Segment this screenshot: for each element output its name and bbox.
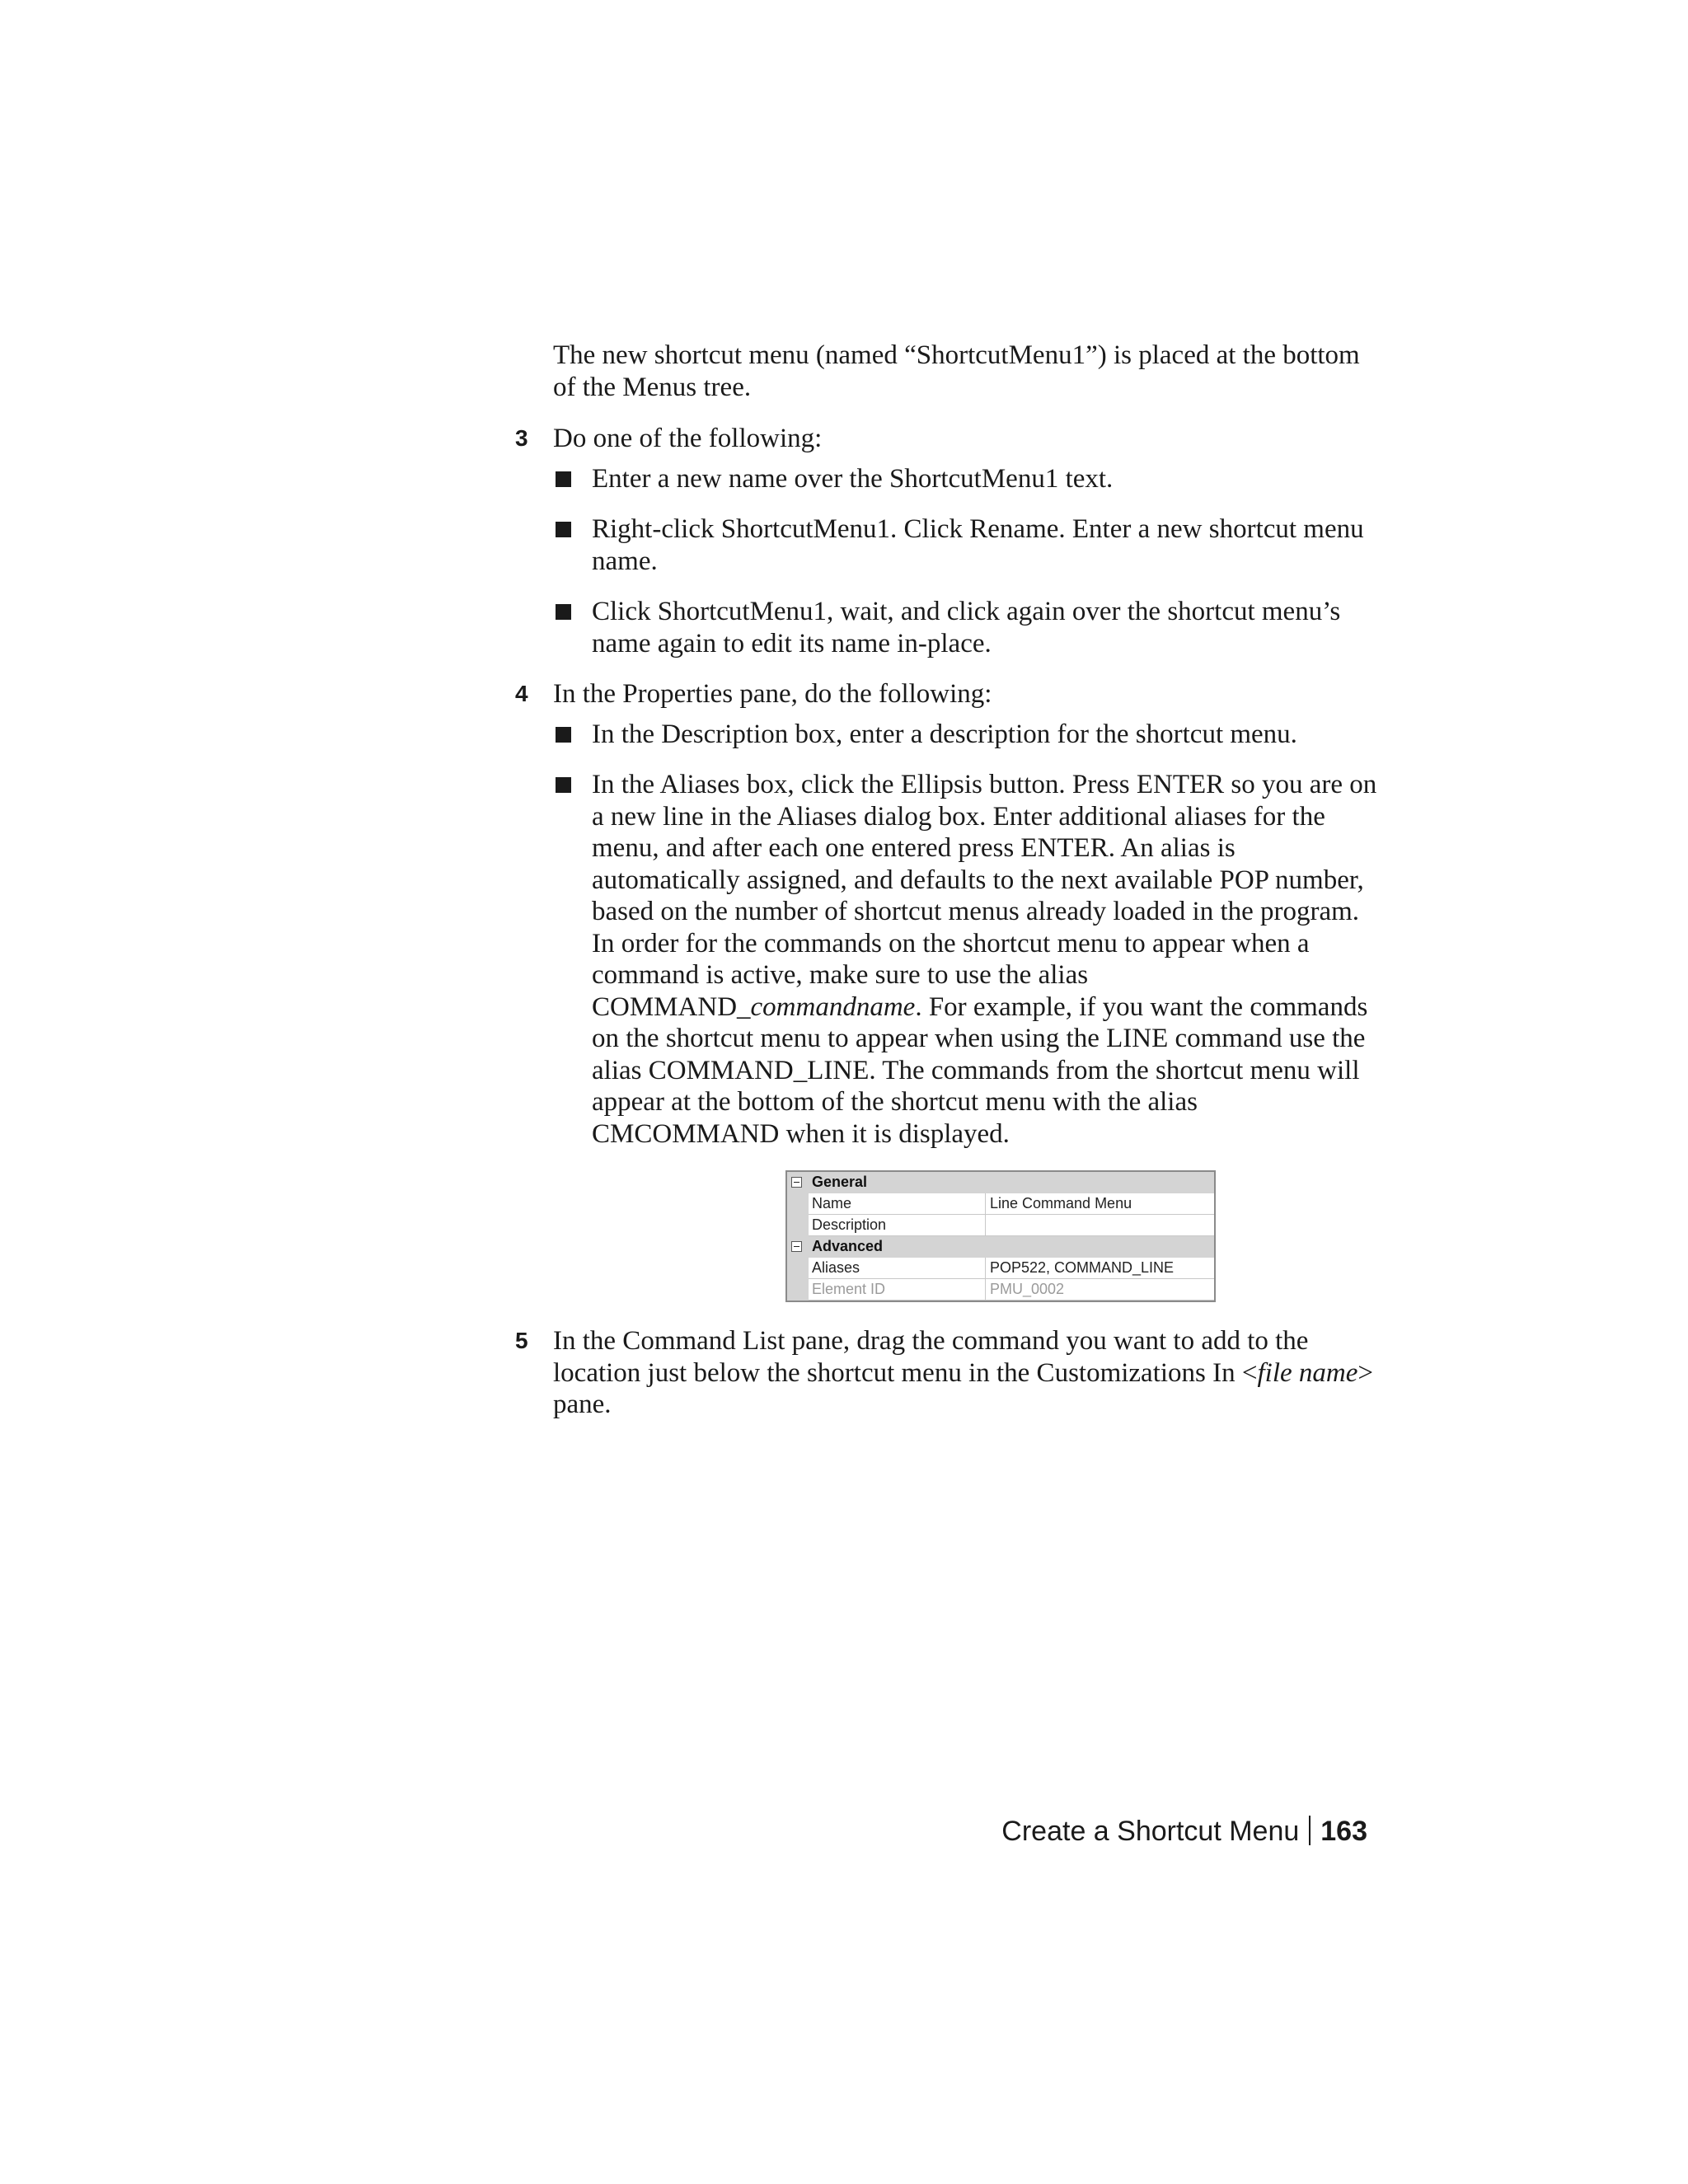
list-item bbox=[553, 513, 1381, 577]
bullet-list bbox=[553, 463, 1381, 660]
list-item bbox=[553, 463, 1381, 495]
category-row-advanced bbox=[787, 1236, 1214, 1258]
property-row-element-id bbox=[787, 1279, 1214, 1301]
page-footer bbox=[1001, 1816, 1367, 1848]
property-value: POP522, COMMAND_LINE bbox=[986, 1258, 1214, 1279]
bullet-list bbox=[553, 719, 1381, 1151]
step-3 bbox=[515, 423, 1381, 659]
section-title: Create a Shortcut Menu bbox=[1001, 1816, 1300, 1847]
step-5 bbox=[515, 1325, 1381, 1421]
category-row-general bbox=[787, 1172, 1214, 1193]
bullet-square-icon bbox=[556, 522, 571, 537]
footer-divider bbox=[1309, 1816, 1311, 1845]
bullet-text-part: . For example, if you want the commands on the shortcut menu to appear when using the LINE command use the alias COMMAND_LINE. The commands from the shortcut menu will appear at the bottom of the shortcut menu with the alias CMCOMMAND when it is displayed. bbox=[592, 991, 1368, 1149]
italic-placeholder: file name bbox=[1257, 1357, 1358, 1388]
category-label: Advanced bbox=[812, 1238, 884, 1254]
list-item bbox=[553, 596, 1381, 659]
bullet-text-part: In the Aliases box, click the Ellipsis button. Press ENTER so you are on a new line in the Aliases dialog box. Enter additional aliases for the menu, and after each one entered press ENTER. An alias is automatically assigned, and defaults to the next available POP number, based on the number of shortcut menus already loaded in the program. In order for the commands on the shortcut menu to appear when a command is active, make sure to use the alias COMMAND_ bbox=[592, 770, 1377, 1022]
property-row-name bbox=[787, 1193, 1214, 1215]
step-text-part: > pane. bbox=[553, 1357, 1374, 1419]
step-text: In the Properties pane, do the following: bbox=[553, 679, 992, 709]
italic-term: commandname bbox=[750, 991, 916, 1022]
step-number: 3 bbox=[515, 425, 528, 451]
property-name: Aliases bbox=[809, 1258, 986, 1279]
page-number: 163 bbox=[1320, 1816, 1367, 1847]
list-item bbox=[553, 769, 1381, 1150]
step-number: 5 bbox=[515, 1328, 528, 1353]
bullet-text: Click ShortcutMenu1, wait, and click again over the shortcut menu’s name again to edit its name in-place. bbox=[592, 597, 1341, 658]
properties-grid-screenshot bbox=[785, 1170, 1216, 1302]
bullet-square-icon bbox=[556, 471, 571, 487]
category-label: General bbox=[812, 1174, 868, 1190]
step-number: 4 bbox=[515, 681, 528, 706]
property-value bbox=[986, 1215, 1214, 1236]
intro-paragraph: The new shortcut menu (named “ShortcutMenu1”) is placed at the bottom of the Menus tree. bbox=[553, 340, 1360, 402]
step-text bbox=[553, 1325, 1381, 1421]
property-name: Name bbox=[809, 1193, 986, 1215]
bullet-square-icon bbox=[556, 604, 571, 620]
step-4 bbox=[515, 678, 1381, 1302]
list-item bbox=[553, 719, 1381, 751]
bullet-text: In the Description box, enter a description for the shortcut menu. bbox=[592, 719, 1297, 749]
bullet-text: Right-click ShortcutMenu1. Click Rename. Enter a new shortcut menu name. bbox=[592, 514, 1364, 576]
step-text-part: In the Command List pane, drag the command you want to add to the location just below the shortcut menu in the Customizations In < bbox=[553, 1326, 1309, 1388]
bullet-square-icon bbox=[556, 727, 571, 743]
property-row-description bbox=[787, 1215, 1214, 1236]
bullet-text bbox=[592, 770, 1376, 1149]
bullet-text: Enter a new name over the ShortcutMenu1 text. bbox=[592, 463, 1114, 494]
collapse-minus-icon bbox=[791, 1241, 802, 1252]
property-value: PMU_0002 bbox=[986, 1279, 1214, 1301]
step-text: Do one of the following: bbox=[553, 424, 823, 453]
property-row-aliases bbox=[787, 1258, 1214, 1279]
property-name: Description bbox=[809, 1215, 986, 1236]
property-name: Element ID bbox=[809, 1279, 986, 1301]
collapse-minus-icon bbox=[791, 1177, 802, 1188]
property-value: Line Command Menu bbox=[986, 1193, 1214, 1215]
page-content bbox=[515, 340, 1381, 1421]
bullet-square-icon bbox=[556, 777, 571, 793]
